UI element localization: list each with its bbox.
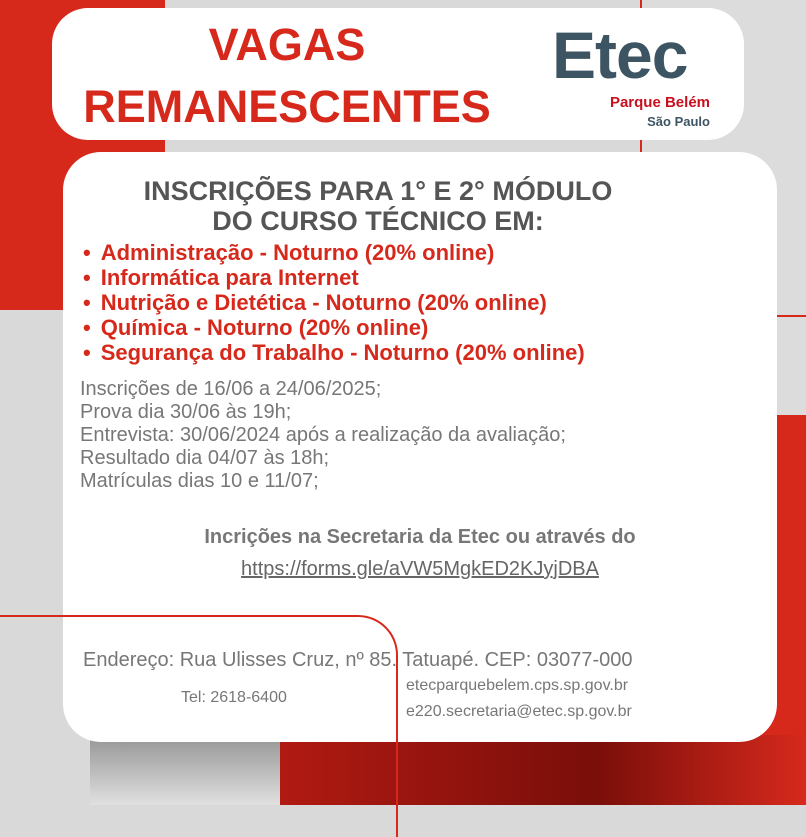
signup-text: Incrições na Secretaria da Etec ou através do (204, 526, 636, 548)
info-line: Resultado dia 04/07 às 18h; (80, 447, 330, 469)
form-link[interactable]: https://forms.gle/aVW5MgkED2KJyjDBA (241, 558, 599, 580)
course-item: • Segurança do Trabalho - Noturno (20% online) (83, 340, 585, 365)
course-item: • Administração - Noturno (20% online) (83, 240, 585, 265)
email-text: e220.secretaria@etec.sp.gov.br (406, 703, 632, 720)
course-item: • Nutrição e Dietética - Noturno (20% online) (83, 290, 585, 315)
logo-city: São Paulo (647, 114, 710, 129)
info-line: Inscrições de 16/06 a 24/06/2025; (80, 378, 382, 400)
header-card (52, 8, 744, 140)
website-text: etecparquebelem.cps.sp.gov.br (406, 677, 629, 694)
heading-line-2: DO CURSO TÉCNICO EM: (212, 206, 544, 236)
decorative-red-line-bottom (0, 615, 398, 837)
info-line: Entrevista: 30/06/2024 após a realização da avaliação; (80, 424, 566, 446)
title-line-2: REMANESCENTES (83, 81, 491, 132)
etec-logo (552, 20, 722, 130)
heading-line-1: INSCRIÇÕES PARA 1° E 2° MÓDULO (143, 176, 613, 206)
course-item: • Química - Noturno (20% online) (83, 315, 585, 340)
logo-unit-name: Parque Belém (609, 94, 710, 111)
course-list (83, 240, 585, 365)
schedule-info (80, 378, 566, 493)
info-line: Prova dia 30/06 às 19h; (80, 401, 292, 423)
info-line: Matrículas dias 10 e 11/07; (80, 470, 319, 492)
phone-text: Tel: 2618-6400 (181, 689, 287, 706)
title-line-1: VAGAS (208, 19, 366, 70)
logo-main-text: Etec (552, 18, 688, 92)
address-text: Endereço: Rua Ulisses Cruz, nº 85. Tatuapé. CEP: 03077-000 (83, 649, 633, 671)
course-item: • Informática para Internet (83, 265, 585, 290)
